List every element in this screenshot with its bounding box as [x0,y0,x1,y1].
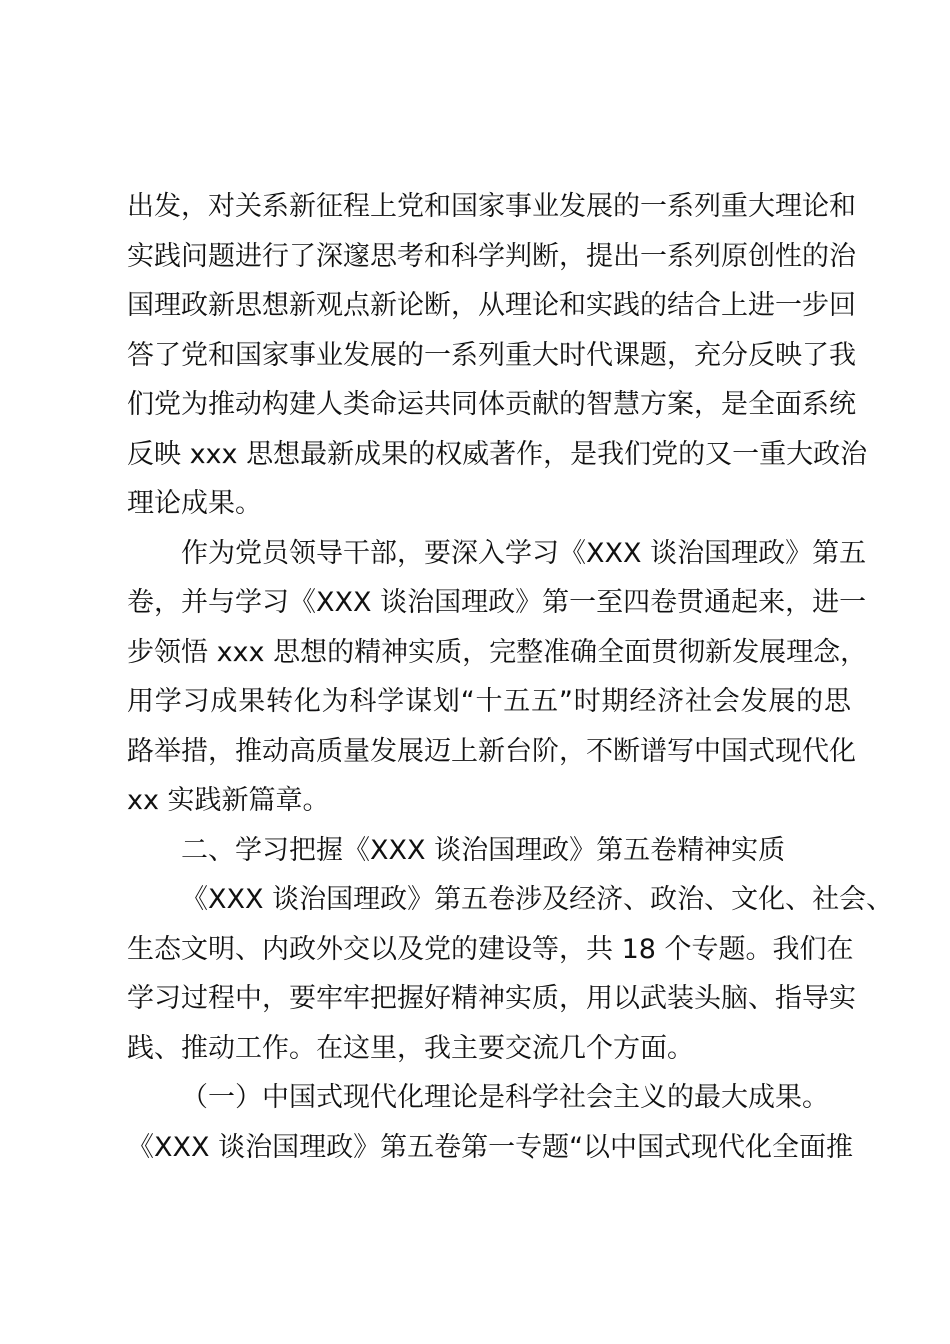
body-line: 们党为推动构建人类命运共同体贡献的智慧方案，是全面系统 [127,389,856,420]
body-line: 生态文明、内政外交以及党的建设等，共 18 个专题。我们在 [127,933,854,965]
paragraph-start-line: 《XXX 谈治国理政》第五卷涉及经济、政治、文化、社会、 [181,884,894,915]
paragraph-start-line: 作为党员领导干部，要深入学习《XXX 谈治国理政》第五 [181,537,867,569]
body-line: 答了党和国家事业发展的一系列重大时代课题，充分反映了我 [127,339,856,371]
body-line: 步领悟 xxx 思想的精神实质，完整准确全面贯彻新发展理念， [127,636,868,668]
body-line: 国理政新思想新观点新论断，从理论和实践的结合上进一步回 [127,290,856,321]
body-line: 践、推动工作。在这里，我主要交流几个方面。 [127,1032,694,1064]
body-line: 《XXX 谈治国理政》第五卷第一专题“以中国式现代化全面推 [127,1131,854,1163]
body-line: 反映 xxx 思想最新成果的权威著作，是我们党的又一重大政治 [127,438,868,470]
body-line: 实践问题进行了深邃思考和科学判断，提出一系列原创性的治 [127,240,856,272]
section-heading: 二、学习把握《XXX 谈治国理政》第五卷精神实质 [181,834,786,866]
subsection-heading: （一）中国式现代化理论是科学社会主义的最大成果。 [181,1082,829,1113]
body-line: 出发，对关系新征程上党和国家事业发展的一系列重大理论和 [127,191,856,222]
document-body [127,182,894,1172]
body-line: 理论成果。 [127,488,262,519]
body-line: 学习过程中，要牢牢把握好精神实质，用以武装头脑、指导实 [127,983,856,1014]
body-line: 用学习成果转化为科学谋划“十五五”时期经济社会发展的思 [127,686,851,717]
body-line: 路举措，推动高质量发展迈上新台阶，不断谱写中国式现代化 [127,735,856,767]
body-line: 卷，并与学习《XXX 谈治国理政》第一至四卷贯通起来，进一 [127,587,867,618]
body-line: xx 实践新篇章。 [127,785,330,816]
